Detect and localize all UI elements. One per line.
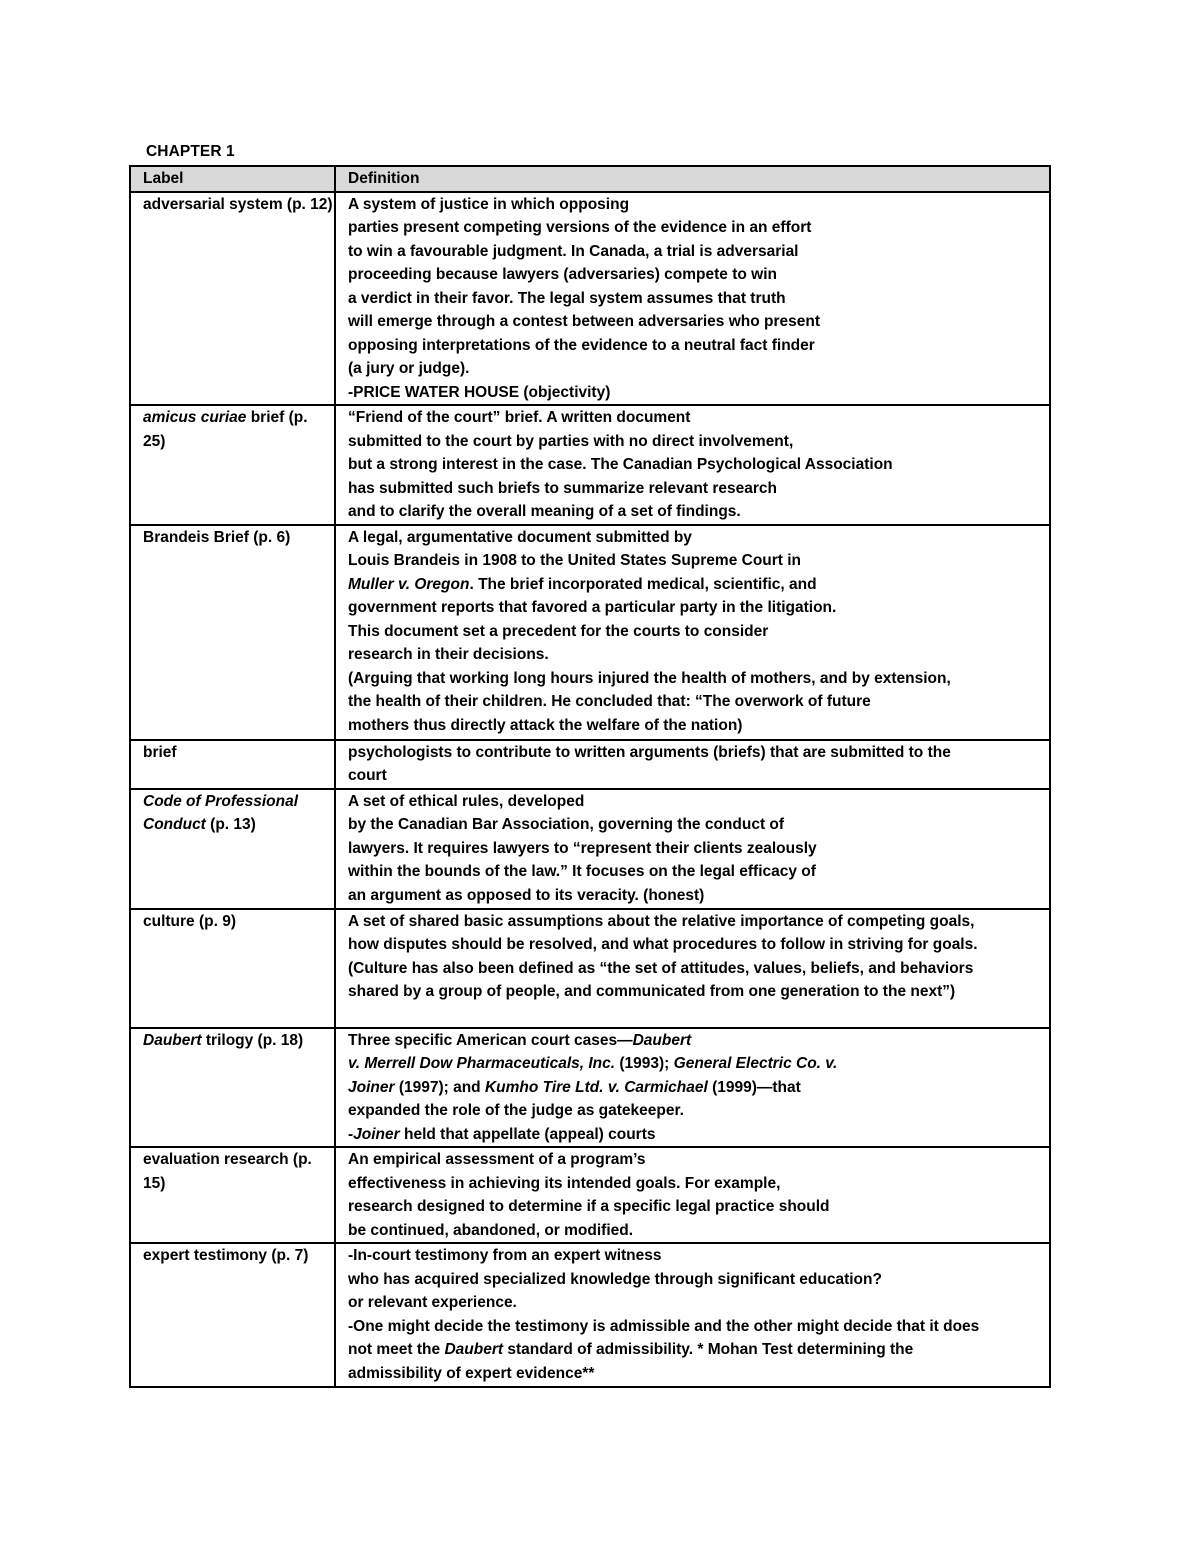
table-row [130,1028,1050,1148]
definition-line: submitted to the court by parties with no direct involvement, [348,432,794,450]
text-plain: Three specific American court cases— [348,1031,633,1049]
case-name-italic: Daubert [444,1341,504,1358]
term-label-italic: Daubert [143,1031,202,1049]
term-label-italic: amicus curiae [143,409,247,426]
table-row [130,740,1050,789]
definition-line: This document set a precedent for the courts to consider [348,622,769,640]
case-name-italic: Muller v. Oregon [348,575,470,593]
term-label [130,789,335,909]
definition-line: lawyers. It requires lawyers to “represent their clients zealously [348,839,817,857]
definition-line: A legal, argumentative document submitted by [348,528,692,546]
term-definition [335,525,1050,740]
term-label [130,525,335,740]
definition-line: government reports that favored a particular party in the litigation. [348,599,837,616]
term-label-text [143,790,334,837]
definition-line: A system of justice in which opposing [348,195,630,213]
definition-line: -PRICE WATER HOUSE (objectivity) [348,383,611,401]
chapter-title: CHAPTER 1 [146,143,235,160]
definition-line: research in their decisions. [348,646,549,663]
definition-line: who has acquired specialized knowledge through significant education? [348,1270,882,1288]
glossary-table [129,165,1051,1388]
term-definition [335,1147,1050,1243]
term-label-italic: Code of Professional Conduct [143,792,299,833]
text-plain: (1999)—that [707,1078,801,1096]
definition-line [348,1338,1049,1362]
definition-line: (a jury or judge). [348,360,470,377]
definition-line: A set of shared basic assumptions about the relative importance of competing goals, [348,912,975,930]
case-name-italic: v. Merrell Dow Pharmaceuticals, Inc. [348,1055,616,1072]
case-name-italic: Kumho Tire Ltd. v. Carmichael [484,1078,708,1096]
definition-line: Louis Brandeis in 1908 to the United States Supreme Court in [348,552,802,569]
definition-line: opposing interpretations of the evidence to a neutral fact finder [348,336,815,354]
definition-line: mothers thus directly attack the welfare of the nation) [348,716,743,734]
text-plain: not meet the [348,1341,445,1358]
term-definition [335,1028,1050,1148]
definition-line [348,1076,1049,1100]
definition-line [348,1123,1049,1147]
definition-line: admissibility of expert evidence** [348,1364,595,1382]
definition-line: A set of ethical rules, developed [348,792,585,810]
definition-line: has submitted such briefs to summarize relevant research [348,479,777,497]
term-label-text: brief [143,743,177,761]
term-label-rest: trilogy (p. 18) [201,1031,304,1049]
definition-line: to win a favourable judgment. In Canada, a trial is adversarial [348,242,799,260]
definition-line: (Arguing that working long hours injured the health of mothers, and by extension, [348,669,951,687]
term-definition [335,789,1050,909]
definition-line: and to clarify the overall meaning of a set of findings. [348,503,741,520]
definition-line: will emerge through a contest between adversaries who present [348,313,821,330]
table-row [130,1243,1050,1387]
definition-line: or relevant experience. [348,1294,517,1311]
definition-line: -In-court testimony from an expert witness [348,1247,662,1264]
term-label [130,1147,335,1243]
definition-line: effectiveness in achieving its intended goals. For example, [348,1174,781,1192]
table-row [130,192,1050,406]
table-header-row [130,166,1050,192]
definition-line: expanded the role of the judge as gatekeeper. [348,1102,684,1119]
table-row [130,525,1050,740]
table-row [130,1147,1050,1243]
term-definition [335,909,1050,1028]
text-plain: held that appellate (appeal) courts [399,1125,656,1143]
definition-line: but a strong interest in the case. The Canadian Psychological Association [348,456,893,473]
definition-line: court [348,767,387,784]
case-name-italic: -Joiner [348,1125,400,1143]
case-name-italic: General Electric Co. v. [673,1055,838,1072]
term-label-text: evaluation research (p. 15) [143,1151,312,1192]
definition-line: proceeding because lawyers (adversaries) compete to win [348,266,777,283]
definition-line: shared by a group of people, and communicated from one generation to the next”) [348,983,956,1000]
term-label [130,740,335,789]
term-label [130,192,335,406]
definition-line: how disputes should be resolved, and what procedures to follow in striving for goals. [348,936,978,953]
table-row [130,405,1050,525]
definition-line: psychologists to contribute to written arguments (briefs) that are submitted to the [348,743,951,761]
term-label-text [143,406,334,453]
definition-line: a verdict in their favor. The legal system assumes that truth [348,289,786,307]
definition-line: (Culture has also been defined as “the set of attitudes, values, beliefs, and behaviors [348,959,974,977]
term-label-text: adversarial system (p. 12) [143,195,333,213]
term-definition [335,1243,1050,1387]
definition-line [348,1029,1049,1053]
term-definition [335,740,1050,789]
term-label [130,1243,335,1387]
term-definition [335,192,1050,406]
table-row [130,909,1050,1028]
header-definition: Definition [335,166,1050,192]
definition-line: research designed to determine if a specific legal practice should [348,1198,830,1215]
definition-line: parties present competing versions of the evidence in an effort [348,219,812,236]
definition-line: an argument as opposed to its veracity. (honest) [348,886,705,904]
header-label: Label [130,166,335,192]
definition-line: within the bounds of the law.” It focuses on the legal efficacy of [348,863,816,880]
table-row [130,789,1050,909]
text-plain: standard of admissibility. * Mohan Test determining the [503,1341,914,1358]
definition-line: “Friend of the court” brief. A written document [348,409,691,426]
definition-line: the health of their children. He concluded that: “The overwork of future [348,693,871,710]
term-label-text [143,1029,334,1053]
term-label-rest: brief (p. 25) [143,409,308,450]
case-name-italic: Joiner [348,1078,395,1096]
text-plain: (1993); [615,1055,674,1072]
term-label-text: Brandeis Brief (p. 6) [143,528,291,546]
definition-line: be continued, abandoned, or modified. [348,1221,634,1239]
term-label [130,1028,335,1148]
term-label-rest: (p. 13) [205,816,256,833]
definition-line [348,1052,1049,1076]
definition-line [348,573,1049,597]
text-plain: (1997); and [394,1078,485,1096]
term-label-text: expert testimony (p. 7) [143,1247,309,1264]
case-name-italic: Daubert [632,1031,692,1049]
definition-line: -One might decide the testimony is admissible and the other might decide that it does [348,1317,980,1335]
term-label-text: culture (p. 9) [143,912,237,930]
definition-line-rest: . The brief incorporated medical, scientific, and [469,575,817,593]
term-definition [335,405,1050,525]
term-label [130,405,335,525]
definition-line: An empirical assessment of a program’s [348,1151,646,1168]
definition-line: by the Canadian Bar Association, governing the conduct of [348,816,785,833]
term-label [130,909,335,1028]
